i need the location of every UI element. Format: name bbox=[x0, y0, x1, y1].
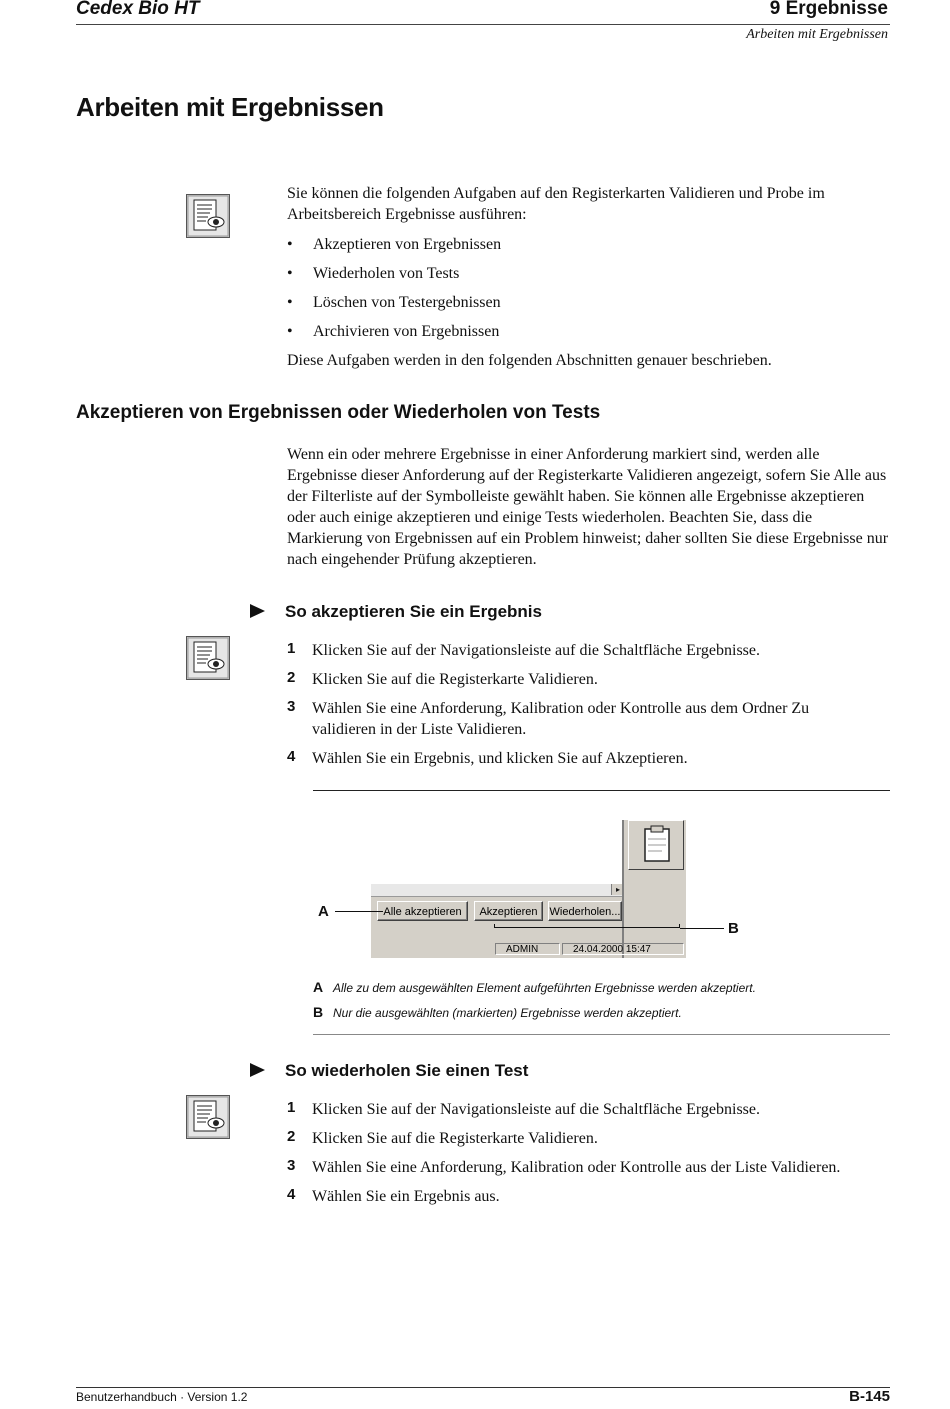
step-item: 4 Wählen Sie ein Ergebnis, und klicken Sie auf Akzeptieren. bbox=[287, 748, 688, 767]
accept-all-button[interactable]: Alle akzeptieren bbox=[377, 901, 468, 921]
step-item: 2 Klicken Sie auf die Registerkarte Validieren. bbox=[287, 1128, 598, 1147]
legend-item: B Nur die ausgewählten (markierten) Ergebnisse werden akzeptiert. bbox=[313, 1004, 682, 1020]
status-user: ADMIN bbox=[495, 943, 560, 955]
header-section: Arbeiten mit Ergebnissen bbox=[746, 27, 888, 42]
footer-manual: Benutzerhandbuch · Version 1.2 bbox=[76, 1390, 248, 1404]
accept-button[interactable]: Akzeptieren bbox=[474, 901, 543, 921]
section-heading: Akzeptieren von Ergebnissen oder Wiederholen von Tests bbox=[76, 402, 601, 423]
intro-closing: Diese Aufgaben werden in den folgenden Abschnitten genauer beschrieben. bbox=[287, 352, 772, 369]
legend-item: A Alle zu dem ausgewählten Element aufgeführten Ergebnisse werden akzeptiert. bbox=[313, 979, 756, 995]
bullet-item: • Löschen von Testergebnissen bbox=[287, 294, 501, 311]
results-view-icon bbox=[186, 1095, 230, 1139]
procedure-arrow-icon bbox=[250, 1063, 265, 1077]
status-time: 24.04.2000 15:47 bbox=[562, 943, 684, 955]
page-number: B-145 bbox=[849, 1388, 890, 1405]
page-title: Arbeiten mit Ergebnissen bbox=[76, 92, 384, 122]
callout-a-line bbox=[335, 911, 383, 912]
callout-b: B bbox=[728, 920, 739, 937]
bullet-item: • Akzeptieren von Ergebnissen bbox=[287, 236, 502, 253]
scroll-right-icon[interactable]: ▸ bbox=[611, 884, 624, 895]
repeat-button[interactable]: Wiederholen... bbox=[548, 901, 622, 921]
step-item: 2 Klicken Sie auf die Registerkarte Validieren. bbox=[287, 669, 598, 688]
header-divider bbox=[76, 24, 890, 25]
step-item: 1 Klicken Sie auf der Navigationsleiste auf die Schaltfläche Ergebnisse. bbox=[287, 1099, 760, 1118]
clipboard-button[interactable] bbox=[628, 820, 684, 870]
step-item: 3 Wählen Sie eine Anforderung, Kalibration oder Kontrolle aus der Liste Validieren. bbox=[287, 1157, 841, 1176]
bullet-item: • Archivieren von Ergebnissen bbox=[287, 323, 500, 340]
callout-b-bracket bbox=[494, 924, 680, 928]
callout-b-line bbox=[680, 928, 724, 929]
bullet-item: • Wiederholen von Tests bbox=[287, 265, 460, 282]
step-item: 3 Wählen Sie eine Anforderung, Kalibration oder Kontrolle aus dem Ordner Zu validieren in der Liste Validieren. bbox=[287, 698, 810, 738]
figure-top-rule bbox=[313, 790, 890, 791]
header-product: Cedex Bio HT bbox=[76, 0, 200, 19]
procedure-arrow-icon bbox=[250, 604, 265, 618]
intro-text: Sie können die folgenden Aufgaben auf den Registerkarten Validieren und Probe im Arbeitsbereich Ergebnisse ausführen: bbox=[287, 185, 825, 223]
step-item: 4 Wählen Sie ein Ergebnis aus. bbox=[287, 1186, 500, 1205]
results-view-icon bbox=[186, 636, 230, 680]
figure-bottom-rule bbox=[313, 1034, 890, 1035]
header-chapter: 9 Ergebnisse bbox=[769, 0, 888, 19]
step-item: 1 Klicken Sie auf der Navigationsleiste auf die Schaltfläche Ergebnisse. bbox=[287, 640, 760, 659]
footer-divider bbox=[76, 1387, 890, 1388]
procedure-heading-repeat: So wiederholen Sie einen Test bbox=[250, 1061, 528, 1081]
horizontal-scrollbar[interactable] bbox=[371, 884, 624, 897]
section-text: Wenn ein oder mehrere Ergebnisse in einer Anforderung markiert sind, werden alle Ergebnisse dieser Anforderung auf der Registerkarte Validieren angezeigt, sofern Sie Alle aus der Filterliste auf der Symbolleiste gewählt haben. Sie können alle Ergebnisse akzeptieren oder auch einige akzeptieren und einige Tests wiederholen. Beachten Sie, dass die Markierung von Ergebnissen auf ein Problem hinweist; daher sollten Sie diese Ergebnisse nur nach eingehender Prüfung akzeptieren. bbox=[287, 446, 889, 568]
results-view-icon bbox=[186, 194, 230, 238]
procedure-heading-accept: So akzeptieren Sie ein Ergebnis bbox=[250, 602, 542, 622]
clipboard-icon bbox=[629, 821, 683, 869]
callout-a: A bbox=[318, 903, 329, 920]
